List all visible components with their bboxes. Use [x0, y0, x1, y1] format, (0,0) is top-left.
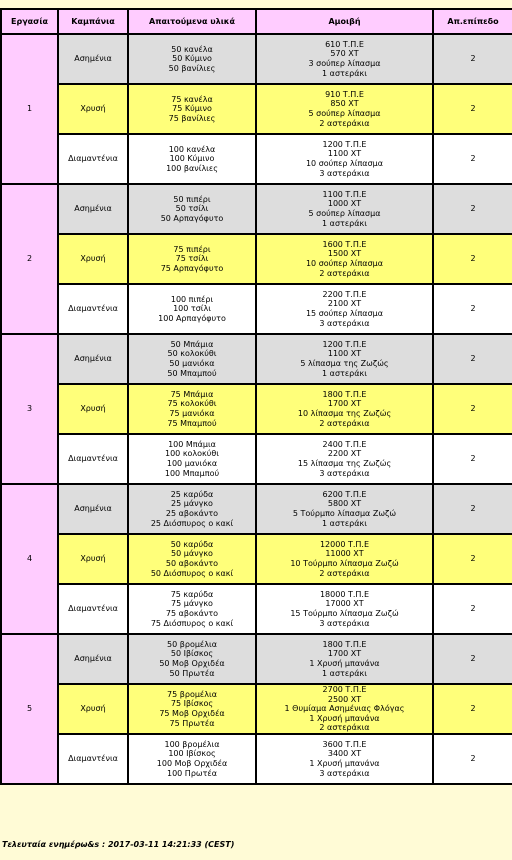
- material-line: 50 Κύμινο: [172, 54, 212, 64]
- reward-line: 1100 ΧΤ: [327, 149, 362, 159]
- material-line: 100 βανίλιες: [166, 163, 218, 173]
- task-number: 2: [1, 184, 58, 334]
- campaign-cell: Διαμαντένια: [58, 584, 128, 634]
- materials-cell: [128, 334, 256, 384]
- reward-line: 5 σούπερ λίπασμα: [308, 209, 381, 218]
- reward-line: 10 Τούρμπο λίπασμα Ζωζώ: [290, 559, 399, 568]
- reward-cell: [256, 84, 433, 134]
- reward-cell: [256, 284, 433, 334]
- table-row: [1, 534, 512, 584]
- campaign-cell: Διαμαντένια: [58, 134, 128, 184]
- material-line: 50 αβοκάντο: [165, 559, 219, 568]
- material-line: 75 Μοβ Ορχιδέα: [159, 709, 225, 718]
- material-line: 50 μάνγκο: [171, 549, 213, 559]
- level-cell: 2: [433, 584, 512, 634]
- material-line: 100 Κύμινο: [169, 154, 215, 164]
- materials-cell: [128, 634, 256, 684]
- task-number: 3: [1, 334, 58, 484]
- material-line: 50 Μπαμπού: [167, 368, 217, 378]
- reward-line: 3 αστεράκια: [319, 168, 370, 178]
- rewards-table: [0, 8, 512, 785]
- reward-line: 10 σούπερ λίπασμα: [305, 259, 384, 268]
- material-line: 50 Αρπαγόφυτο: [160, 213, 224, 223]
- materials-cell: [128, 84, 256, 134]
- reward-line: 5 σούπερ λίπασμα: [308, 109, 381, 118]
- materials-cell: [128, 534, 256, 584]
- reward-cell: [256, 634, 433, 684]
- campaign-cell: Ασημένια: [58, 634, 128, 684]
- material-line: 75 μάνγκο: [171, 599, 213, 609]
- campaign-cell: Διαμαντένια: [58, 284, 128, 334]
- campaign-cell: Χρυσή: [58, 384, 128, 434]
- last-updated-label: Τελευταία ενημέρω&s :: [2, 840, 106, 849]
- material-line: 100 Πρωτέα: [166, 768, 218, 778]
- material-line: 100 κολοκύθι: [165, 449, 219, 459]
- material-line: 75 Μπαμπού: [167, 418, 217, 428]
- reward-cell: [256, 684, 433, 734]
- reward-line: 5 λίπασμα της Ζωζώς: [300, 359, 389, 368]
- campaign-cell: Ασημένια: [58, 184, 128, 234]
- table-row: [1, 34, 512, 84]
- level-cell: 2: [433, 234, 512, 284]
- materials-cell: [128, 34, 256, 84]
- reward-line: 5800 ΧΤ: [327, 499, 362, 509]
- material-line: 75 Πρωτέα: [169, 718, 215, 728]
- reward-line: 3600 Τ.Π.Ε: [322, 739, 367, 749]
- reward-line: 11000 ΧΤ: [325, 549, 364, 559]
- material-line: 25 καρύδα: [170, 489, 214, 499]
- reward-line: 1 αστεράκι: [322, 68, 367, 78]
- table-row: [1, 134, 512, 184]
- reward-line: 2400 Τ.Π.Ε: [322, 439, 367, 449]
- reward-line: 850 ΧΤ: [330, 99, 359, 109]
- reward-line: 10 λίπασμα της Ζωζώς: [297, 409, 392, 418]
- material-line: 100 βρομέλια: [164, 739, 220, 749]
- materials-cell: [128, 484, 256, 534]
- reward-line: 1 αστεράκι: [322, 518, 367, 528]
- reward-line: 3 σούπερ λίπασμα: [308, 59, 381, 68]
- material-line: 50 βανίλιες: [168, 63, 216, 73]
- reward-cell: [256, 434, 433, 484]
- material-line: 75 βρομέλια: [167, 689, 217, 699]
- table-row: [1, 284, 512, 334]
- campaign-cell: Ασημένια: [58, 34, 128, 84]
- task-number: 1: [1, 34, 58, 184]
- materials-cell: [128, 234, 256, 284]
- header-task: Εργασία: [1, 9, 58, 34]
- reward-line: 2100 ΧΤ: [327, 299, 362, 309]
- reward-line: 1700 ΧΤ: [327, 649, 362, 659]
- material-line: 50 πιπέρι: [173, 194, 211, 204]
- last-updated-timestamp: 2017-03-11 14:21:33 (CEST): [107, 840, 235, 849]
- campaign-cell: Χρυσή: [58, 234, 128, 284]
- level-cell: 2: [433, 684, 512, 734]
- reward-line: 15 λίπασμα της Ζωζώς: [297, 459, 392, 468]
- last-updated: [2, 840, 234, 849]
- reward-line: 18000 Τ.Π.Ε: [319, 589, 370, 599]
- material-line: 50 Μοβ Ορχιδέα: [159, 659, 225, 668]
- reward-line: 15 Τούρμπο λίπασμα Ζωζώ: [290, 609, 399, 618]
- reward-line: 610 Τ.Π.Ε: [325, 39, 364, 49]
- table-row: [1, 734, 512, 784]
- level-cell: 2: [433, 634, 512, 684]
- reward-cell: [256, 234, 433, 284]
- reward-line: 1200 Τ.Π.Ε: [322, 139, 367, 149]
- level-cell: 2: [433, 84, 512, 134]
- campaign-cell: Διαμαντένια: [58, 734, 128, 784]
- level-cell: 2: [433, 384, 512, 434]
- level-cell: 2: [433, 534, 512, 584]
- level-cell: 2: [433, 284, 512, 334]
- reward-cell: [256, 184, 433, 234]
- reward-line: 3 αστεράκια: [319, 618, 370, 628]
- reward-cell: [256, 534, 433, 584]
- reward-line: 12000 Τ.Π.Ε: [319, 539, 370, 549]
- materials-cell: [128, 184, 256, 234]
- table-row: [1, 84, 512, 134]
- reward-line: 3 αστεράκια: [319, 768, 370, 778]
- material-line: 100 Μπάμια: [168, 439, 216, 449]
- table-row: [1, 484, 512, 534]
- header-campaign: Καμπάνια: [58, 9, 128, 34]
- material-line: 100 Ιβίσκος: [168, 749, 216, 759]
- material-line: 25 Διόσπυρος ο κακί: [150, 518, 234, 528]
- material-line: 100 πιπέρι: [170, 294, 214, 304]
- reward-line: 3400 ΧΤ: [327, 749, 362, 759]
- material-line: 75 τσίλι: [175, 254, 209, 264]
- campaign-cell: Χρυσή: [58, 684, 128, 734]
- level-cell: 2: [433, 34, 512, 84]
- material-line: 75 Αρπαγόφυτο: [160, 263, 224, 273]
- reward-cell: [256, 334, 433, 384]
- materials-cell: [128, 284, 256, 334]
- reward-line: 2 αστεράκια: [319, 568, 370, 578]
- reward-line: 6200 Τ.Π.Ε: [322, 489, 367, 499]
- material-line: 25 αβοκάντο: [165, 509, 219, 518]
- material-line: 75 πιπέρι: [173, 244, 211, 254]
- reward-line: 3 αστεράκια: [319, 318, 370, 328]
- table-row: [1, 584, 512, 634]
- reward-line: 570 ΧΤ: [330, 49, 359, 59]
- reward-cell: [256, 34, 433, 84]
- materials-cell: [128, 734, 256, 784]
- reward-line: 1800 Τ.Π.Ε: [322, 389, 367, 399]
- material-line: 50 κανέλα: [171, 44, 213, 54]
- level-cell: 2: [433, 184, 512, 234]
- reward-line: 1600 Τ.Π.Ε: [322, 239, 367, 249]
- table-row: [1, 434, 512, 484]
- campaign-cell: Ασημένια: [58, 484, 128, 534]
- reward-line: 1100 Τ.Π.Ε: [322, 189, 367, 199]
- reward-line: 1 Χρυσή μπανάνα: [309, 759, 380, 768]
- reward-line: 1000 ΧΤ: [327, 199, 362, 209]
- table-body: [1, 34, 512, 784]
- reward-line: 10 σούπερ λίπασμα: [305, 159, 384, 168]
- reward-line: 2 αστεράκια: [319, 723, 370, 733]
- reward-line: 2200 ΧΤ: [327, 449, 362, 459]
- header-level: Απ.επίπεδο: [433, 9, 512, 34]
- header-materials: Απαιτούμενα υλικά: [128, 9, 256, 34]
- reward-line: 1700 ΧΤ: [327, 399, 362, 409]
- material-line: 50 Διόσπυρος ο κακί: [150, 568, 234, 578]
- material-line: 50 Ιβίσκος: [170, 649, 214, 659]
- header-reward: Αμοιβή: [256, 9, 433, 34]
- reward-line: 2 αστεράκια: [319, 268, 370, 278]
- reward-cell: [256, 384, 433, 434]
- level-cell: 2: [433, 434, 512, 484]
- material-line: 25 μάνγκο: [171, 499, 213, 509]
- reward-cell: [256, 734, 433, 784]
- material-line: 50 Μπάμια: [170, 339, 214, 349]
- materials-cell: [128, 134, 256, 184]
- reward-line: 1 Χρυσή μπανάνα: [309, 713, 380, 723]
- reward-line: 2 αστεράκια: [319, 118, 370, 128]
- material-line: 75 Κύμινο: [172, 104, 212, 114]
- material-line: 75 βανίλιες: [168, 113, 216, 123]
- material-line: 75 μανιόκα: [169, 409, 215, 418]
- material-line: 50 βρομέλια: [167, 639, 217, 649]
- table-header: [1, 9, 512, 34]
- reward-line: 1 Θυμίαμα Ασημένιας Φλόγας: [284, 704, 405, 714]
- reward-line: 2500 ΧΤ: [327, 694, 362, 704]
- material-line: 75 Διόσπυρος ο κακί: [150, 618, 234, 628]
- material-line: 75 αβοκάντο: [165, 609, 219, 618]
- materials-cell: [128, 384, 256, 434]
- task-number: 5: [1, 634, 58, 784]
- reward-line: 3 αστεράκια: [319, 468, 370, 478]
- reward-line: 1500 ΧΤ: [327, 249, 362, 259]
- task-number: 4: [1, 484, 58, 634]
- level-cell: 2: [433, 134, 512, 184]
- campaign-cell: Χρυσή: [58, 84, 128, 134]
- table-row: [1, 234, 512, 284]
- material-line: 100 Μοβ Ορχιδέα: [156, 759, 228, 768]
- material-line: 75 Μπάμια: [170, 389, 214, 399]
- reward-line: 1 αστεράκι: [322, 668, 367, 678]
- material-line: 50 Πρωτέα: [169, 668, 215, 678]
- reward-line: 2 αστεράκια: [319, 418, 370, 428]
- material-line: 75 Ιβίσκος: [170, 699, 214, 709]
- reward-line: 15 σούπερ λίπασμα: [305, 309, 384, 318]
- reward-line: 2700 Τ.Π.Ε: [322, 685, 367, 695]
- reward-line: 1 Χρυσή μπανάνα: [309, 659, 380, 668]
- materials-cell: [128, 434, 256, 484]
- material-line: 100 μανιόκα: [166, 459, 218, 468]
- campaign-cell: Ασημένια: [58, 334, 128, 384]
- table-row: [1, 634, 512, 684]
- material-line: 100 κανέλα: [168, 144, 216, 154]
- reward-cell: [256, 584, 433, 634]
- materials-cell: [128, 684, 256, 734]
- reward-line: 17000 ΧΤ: [325, 599, 364, 609]
- reward-line: 2200 Τ.Π.Ε: [322, 289, 367, 299]
- material-line: 100 Αρπαγόφυτο: [158, 313, 226, 323]
- material-line: 75 κολοκύθι: [167, 399, 217, 409]
- material-line: 100 Μπαμπού: [164, 468, 220, 478]
- material-line: 50 τσίλι: [175, 204, 209, 214]
- material-line: 100 τσίλι: [173, 304, 211, 314]
- level-cell: 2: [433, 334, 512, 384]
- material-line: 50 μανιόκα: [169, 359, 215, 368]
- level-cell: 2: [433, 484, 512, 534]
- material-line: 50 κολοκύθι: [167, 349, 217, 359]
- reward-line: 1 αστεράκι: [322, 218, 367, 228]
- reward-cell: [256, 484, 433, 534]
- reward-line: 5 Τούρμπο λίπασμα Ζωζώ: [292, 509, 397, 518]
- campaign-cell: Χρυσή: [58, 534, 128, 584]
- table-row: [1, 684, 512, 734]
- level-cell: 2: [433, 734, 512, 784]
- reward-line: 1 αστεράκι: [322, 368, 367, 378]
- reward-line: 910 Τ.Π.Ε: [325, 89, 364, 99]
- reward-line: 1100 ΧΤ: [327, 349, 362, 359]
- table-row: [1, 334, 512, 384]
- table-row: [1, 184, 512, 234]
- reward-line: 1800 Τ.Π.Ε: [322, 639, 367, 649]
- campaign-cell: Διαμαντένια: [58, 434, 128, 484]
- material-line: 50 καρύδα: [170, 539, 214, 549]
- material-line: 75 κανέλα: [171, 94, 213, 104]
- table-row: [1, 384, 512, 434]
- reward-cell: [256, 134, 433, 184]
- reward-line: 1200 Τ.Π.Ε: [322, 339, 367, 349]
- materials-cell: [128, 584, 256, 634]
- material-line: 75 καρύδα: [170, 589, 214, 599]
